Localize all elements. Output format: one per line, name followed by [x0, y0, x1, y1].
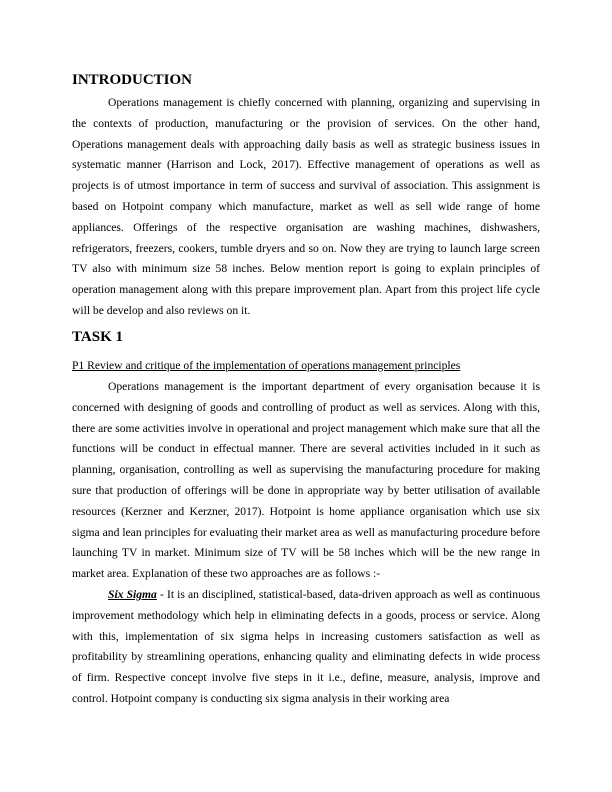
six-sigma-text: It is an disciplined, statistical-based, data-driven approach as well as continuous improvement methodology which help in eliminating defects in a goods, process or service. Along with this, implementation of six sigma helps in increasing customers satisfaction as well as profitability by streamlining operations, enhancing quality and eliminating defects in wide process of firm. Respective concept involve five steps in it i.e., define, measure, analysis, improve and control. Hotpoint company is conducting six sigma analysis in their working area	[72, 588, 540, 705]
p1-subheading: P1 Review and critique of the implementation of operations management principles	[72, 359, 461, 372]
six-sigma-separator: -	[156, 588, 167, 601]
operations-management-paragraph: Operations management is the important department of every organisation because it is concerned with designing of goods and controlling of product as well as services. Along with this, there are some activities involve in operational and project management which make sure that all the functions will be conduct in effectual manner. There are several activities included in it such as planning, organisation, controlling as well as supervising the manufacturing procedure for making sure that production of offerings will be done in appropriate way by better utilisation of available resources (Kerzner and Kerzner, 2017). Hotpoint is home appliance organisation which use six sigma and lean principles for evaluating their market area as well as manufacturing procedure before launching TV in market. Minimum size of TV will be 58 inches which will be the new range in market area. Explanation of these two approaches are as follows :-	[72, 380, 540, 581]
six-sigma-term: Six Sigma	[108, 588, 157, 601]
six-sigma-paragraph	[72, 585, 540, 710]
introduction-paragraph: Operations management is chiefly concerned with planning, organizing and supervising in the contexts of production, manufacturing or the provision of services. On the other hand, Operations management deals with approaching daily basis as well as strategic business issues in systematic manner (Harrison and Lock, 2017). Effective management of operations as well as projects is of utmost importance in term of success and survival of association. This assignment is based on Hotpoint company which manufacture, market as well as sell wide range of home appliances. Offerings of the respective organisation are washing machines, dishwashers, refrigerators, freezers, cookers, tumble dryers and so on. Now they are trying to launch large screen TV also with minimum size 58 inches. Below mention report is going to explain principles of operation management along with this prepare improvement plan. Apart from this project life cycle will be develop and also reviews on it.	[72, 96, 540, 317]
introduction-heading: INTRODUCTION	[72, 72, 193, 88]
task-1-heading: TASK 1	[72, 329, 123, 345]
